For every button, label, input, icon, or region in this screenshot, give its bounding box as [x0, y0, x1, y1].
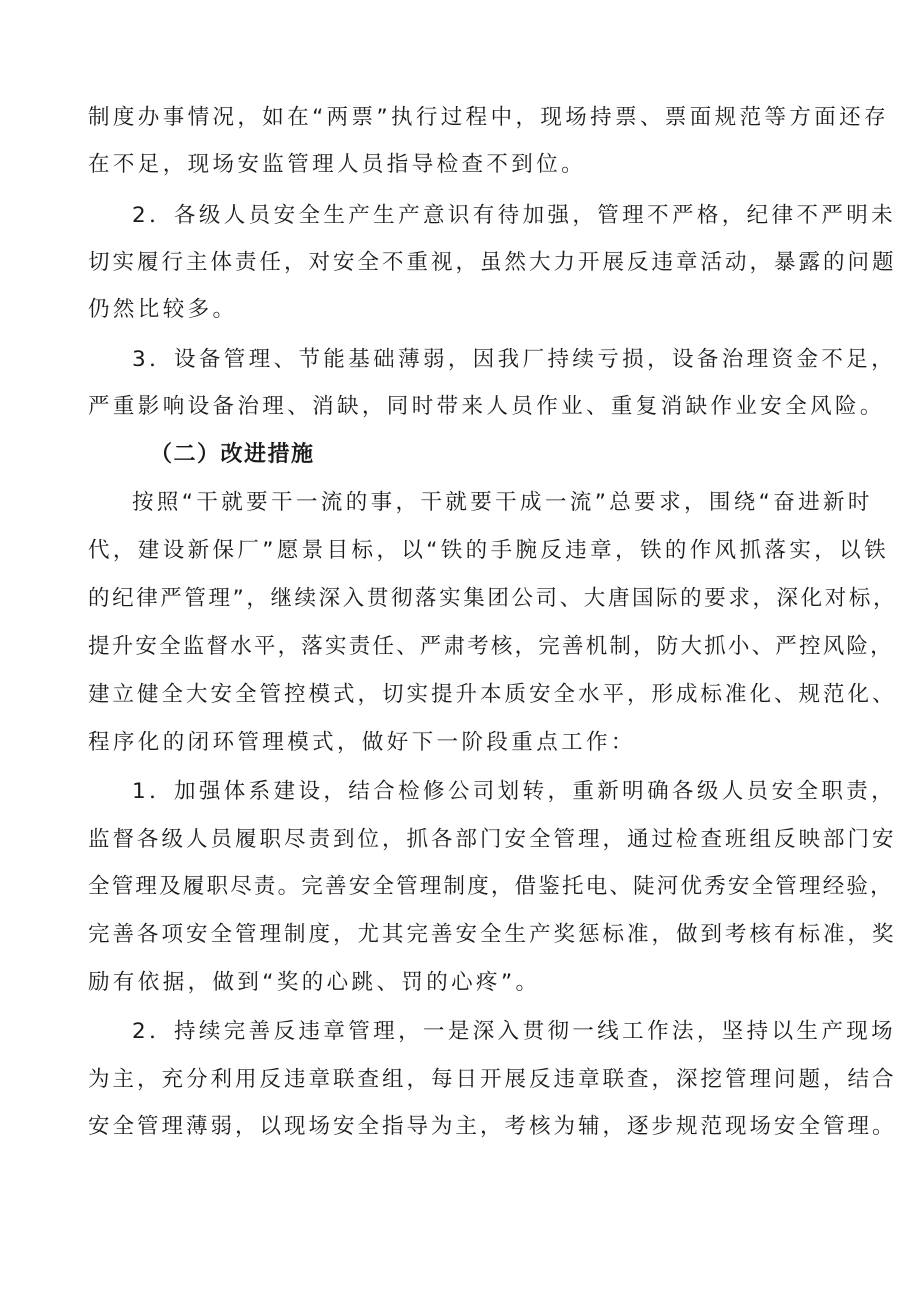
- paragraph-line: 切实履行主体责任，对安全不重视，虽然大力开展反违章活动，暴露的问题: [88, 250, 897, 275]
- paragraph-line: 2．持续完善反违章管理，一是深入贯彻一线工作法，坚持以生产现场: [132, 1019, 897, 1044]
- paragraph-line: 监督各级人员履职尽责到位，抓各部门安全管理，通过检查班组反映部门安: [88, 827, 897, 852]
- paragraph-line: 完善各项安全管理制度，尤其完善安全生产奖惩标准，做到考核有标准，奖: [88, 922, 897, 947]
- paragraph-line: 2．各级人员安全生产生产意识有待加强，管理不严格，纪律不严明未: [132, 203, 897, 228]
- paragraph-line: 在不足，现场安监管理人员指导检查不到位。: [88, 152, 587, 177]
- paragraph-line: 严重影响设备治理、消缺，同时带来人员作业、重复消缺作业安全风险。: [88, 394, 885, 419]
- paragraph-line: 提升安全监督水平，落实责任、严肃考核，完善机制，防大抓小、严控风险，: [88, 634, 894, 659]
- paragraph-line: 制度办事情况，如在“两票”执行过程中，现场持票、票面规范等方面还存: [88, 105, 889, 130]
- paragraph-line: 全管理及履职尽责。完善安全管理制度，借鉴托电、陡河优秀安全管理经验，: [88, 874, 894, 899]
- paragraph-line: 按照“干就要干一流的事，干就要干成一流”总要求，围绕“奋进新时: [132, 490, 873, 515]
- section-heading: （二）改进措施: [150, 442, 315, 467]
- paragraph-line: 1．加强体系建设，结合检修公司划转，重新明确各级人员安全职责，: [132, 779, 897, 804]
- paragraph-line: 代，建设新保厂”愿景目标，以“铁的手腕反违章，铁的作风抓落实，以铁: [88, 538, 889, 563]
- paragraph-line: 仍然比较多。: [88, 297, 238, 322]
- paragraph-line: 安全管理薄弱，以现场安全指导为主，考核为辅，逐步规范现场安全管理。: [88, 1114, 897, 1139]
- paragraph-line: 的纪律严管理”，继续深入贯彻落实集团公司、大唐国际的要求，深化对标，: [88, 586, 898, 611]
- paragraph-line: 3．设备管理、节能基础薄弱，因我厂持续亏损，设备治理资金不足，: [132, 347, 897, 372]
- paragraph-line: 励有依据，做到“奖的心跳、罚的心疼”。: [88, 970, 541, 995]
- paragraph-line: 为主，充分利用反违章联查组，每日开展反违章联查，深挖管理问题，结合: [88, 1067, 897, 1092]
- paragraph-line: 程序化的闭环管理模式，做好下一阶段重点工作：: [88, 730, 636, 755]
- paragraph-line: 建立健全大安全管控模式，切实提升本质安全水平，形成标准化、规范化、: [88, 682, 897, 707]
